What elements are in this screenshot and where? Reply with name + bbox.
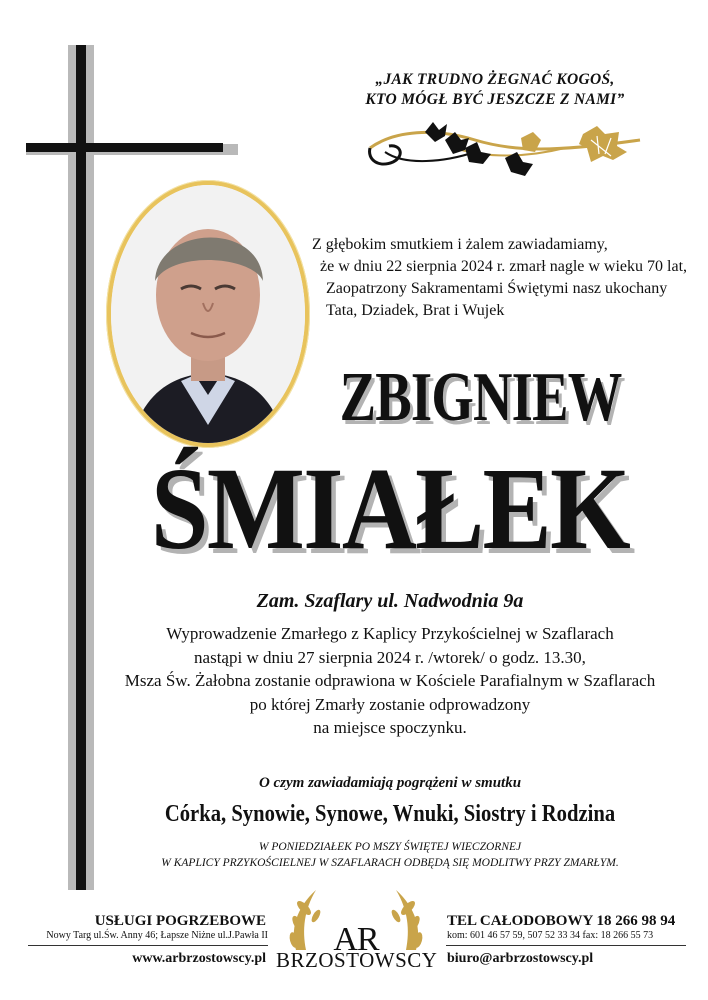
cross-horizontal-bar bbox=[26, 143, 223, 152]
website-link[interactable]: www.arbrzostowscy.pl bbox=[132, 951, 266, 966]
logo-name: BRZOSTOWSCY bbox=[276, 948, 438, 972]
deceased-first-name: ZBIGNIEW bbox=[339, 359, 622, 436]
funeral-details bbox=[90, 622, 690, 740]
funeral-line-3: Msza Św. Żałobna zostanie odprawiona w Kościele Parafialnym w Szaflarach bbox=[124, 671, 656, 690]
motto bbox=[300, 70, 690, 110]
mourners-family: Córka, Synowie, Synowe, Wnuki, Siostry i Rodzina bbox=[164, 801, 616, 827]
intro-line-3: Zaopatrzony Sakramentami Świętymi nasz ukochany bbox=[326, 280, 668, 297]
funeral-line-5: na miejsce spoczynku. bbox=[313, 718, 467, 737]
motto-line-2: KTO MÓGŁ BYĆ JESZCZE Z NAMI” bbox=[365, 91, 625, 108]
mourners-notice: O czym zawiadamiają pogrążeni w smutku bbox=[258, 775, 522, 791]
phone-list: kom: 601 46 57 59, 507 52 33 34 fax: 18 266 55 73 bbox=[447, 930, 654, 941]
logo-monogram: AR bbox=[333, 921, 379, 958]
prayer-notice bbox=[80, 839, 700, 871]
deceased-address: Zam. Szaflary ul. Nadwodnia 9a bbox=[256, 590, 524, 612]
company-logo bbox=[276, 880, 436, 998]
footer-divider-right bbox=[446, 945, 686, 946]
funeral-line-4: po której Zmarły zostanie odprowadzony bbox=[249, 694, 531, 714]
phone-24h: TEL CAŁODOBOWY 18 266 98 94 bbox=[447, 913, 676, 929]
prayer-line-2: W KAPLICY PRZYKOŚCIELNEJ W SZAFLARACH ODBĘDĄ SIĘ MODLITWY PRZY ZMARŁYM. bbox=[161, 857, 619, 869]
footer-divider-left bbox=[28, 945, 268, 946]
intro-line-2: że w dniu 22 sierpnia 2024 r. zmarł nagle w wieku 70 lat, bbox=[320, 258, 688, 275]
leaf-ornament-icon bbox=[365, 118, 647, 190]
deceased-last-name: ŚMIAŁEK bbox=[150, 443, 630, 574]
funeral-service-title: USŁUGI POGRZEBOWE bbox=[94, 913, 266, 929]
motto-line-1: „JAK TRUDNO ŻEGNAĆ KOGOŚ, bbox=[375, 71, 615, 88]
prayer-line-1: W PONIEDZIAŁEK PO MSZY ŚWIĘTEJ WIECZORNEJ bbox=[258, 841, 522, 853]
announcement-intro bbox=[312, 234, 702, 322]
intro-line-4: Tata, Dziadek, Brat i Wujek bbox=[326, 302, 505, 319]
funeral-line-2: nastąpi w dniu 27 sierpnia 2024 r. /wtorek/ o godz. 13.30, bbox=[194, 647, 586, 667]
intro-line-1: Z głębokim smutkiem i żalem zawiadamiamy, bbox=[312, 236, 608, 253]
portrait-frame bbox=[106, 180, 310, 448]
funeral-line-1: Wyprowadzenie Zmarłego z Kaplicy Przykościelnej w Szaflarach bbox=[166, 624, 614, 643]
cross-vertical-bar bbox=[76, 45, 86, 890]
funeral-service-address: Nowy Targ ul.Św. Anny 46; Łapsze Niżne ul.J.Pawła II bbox=[46, 930, 268, 941]
email-link[interactable]: biuro@arbrzostowscy.pl bbox=[447, 951, 594, 966]
portrait-photo bbox=[111, 185, 305, 443]
